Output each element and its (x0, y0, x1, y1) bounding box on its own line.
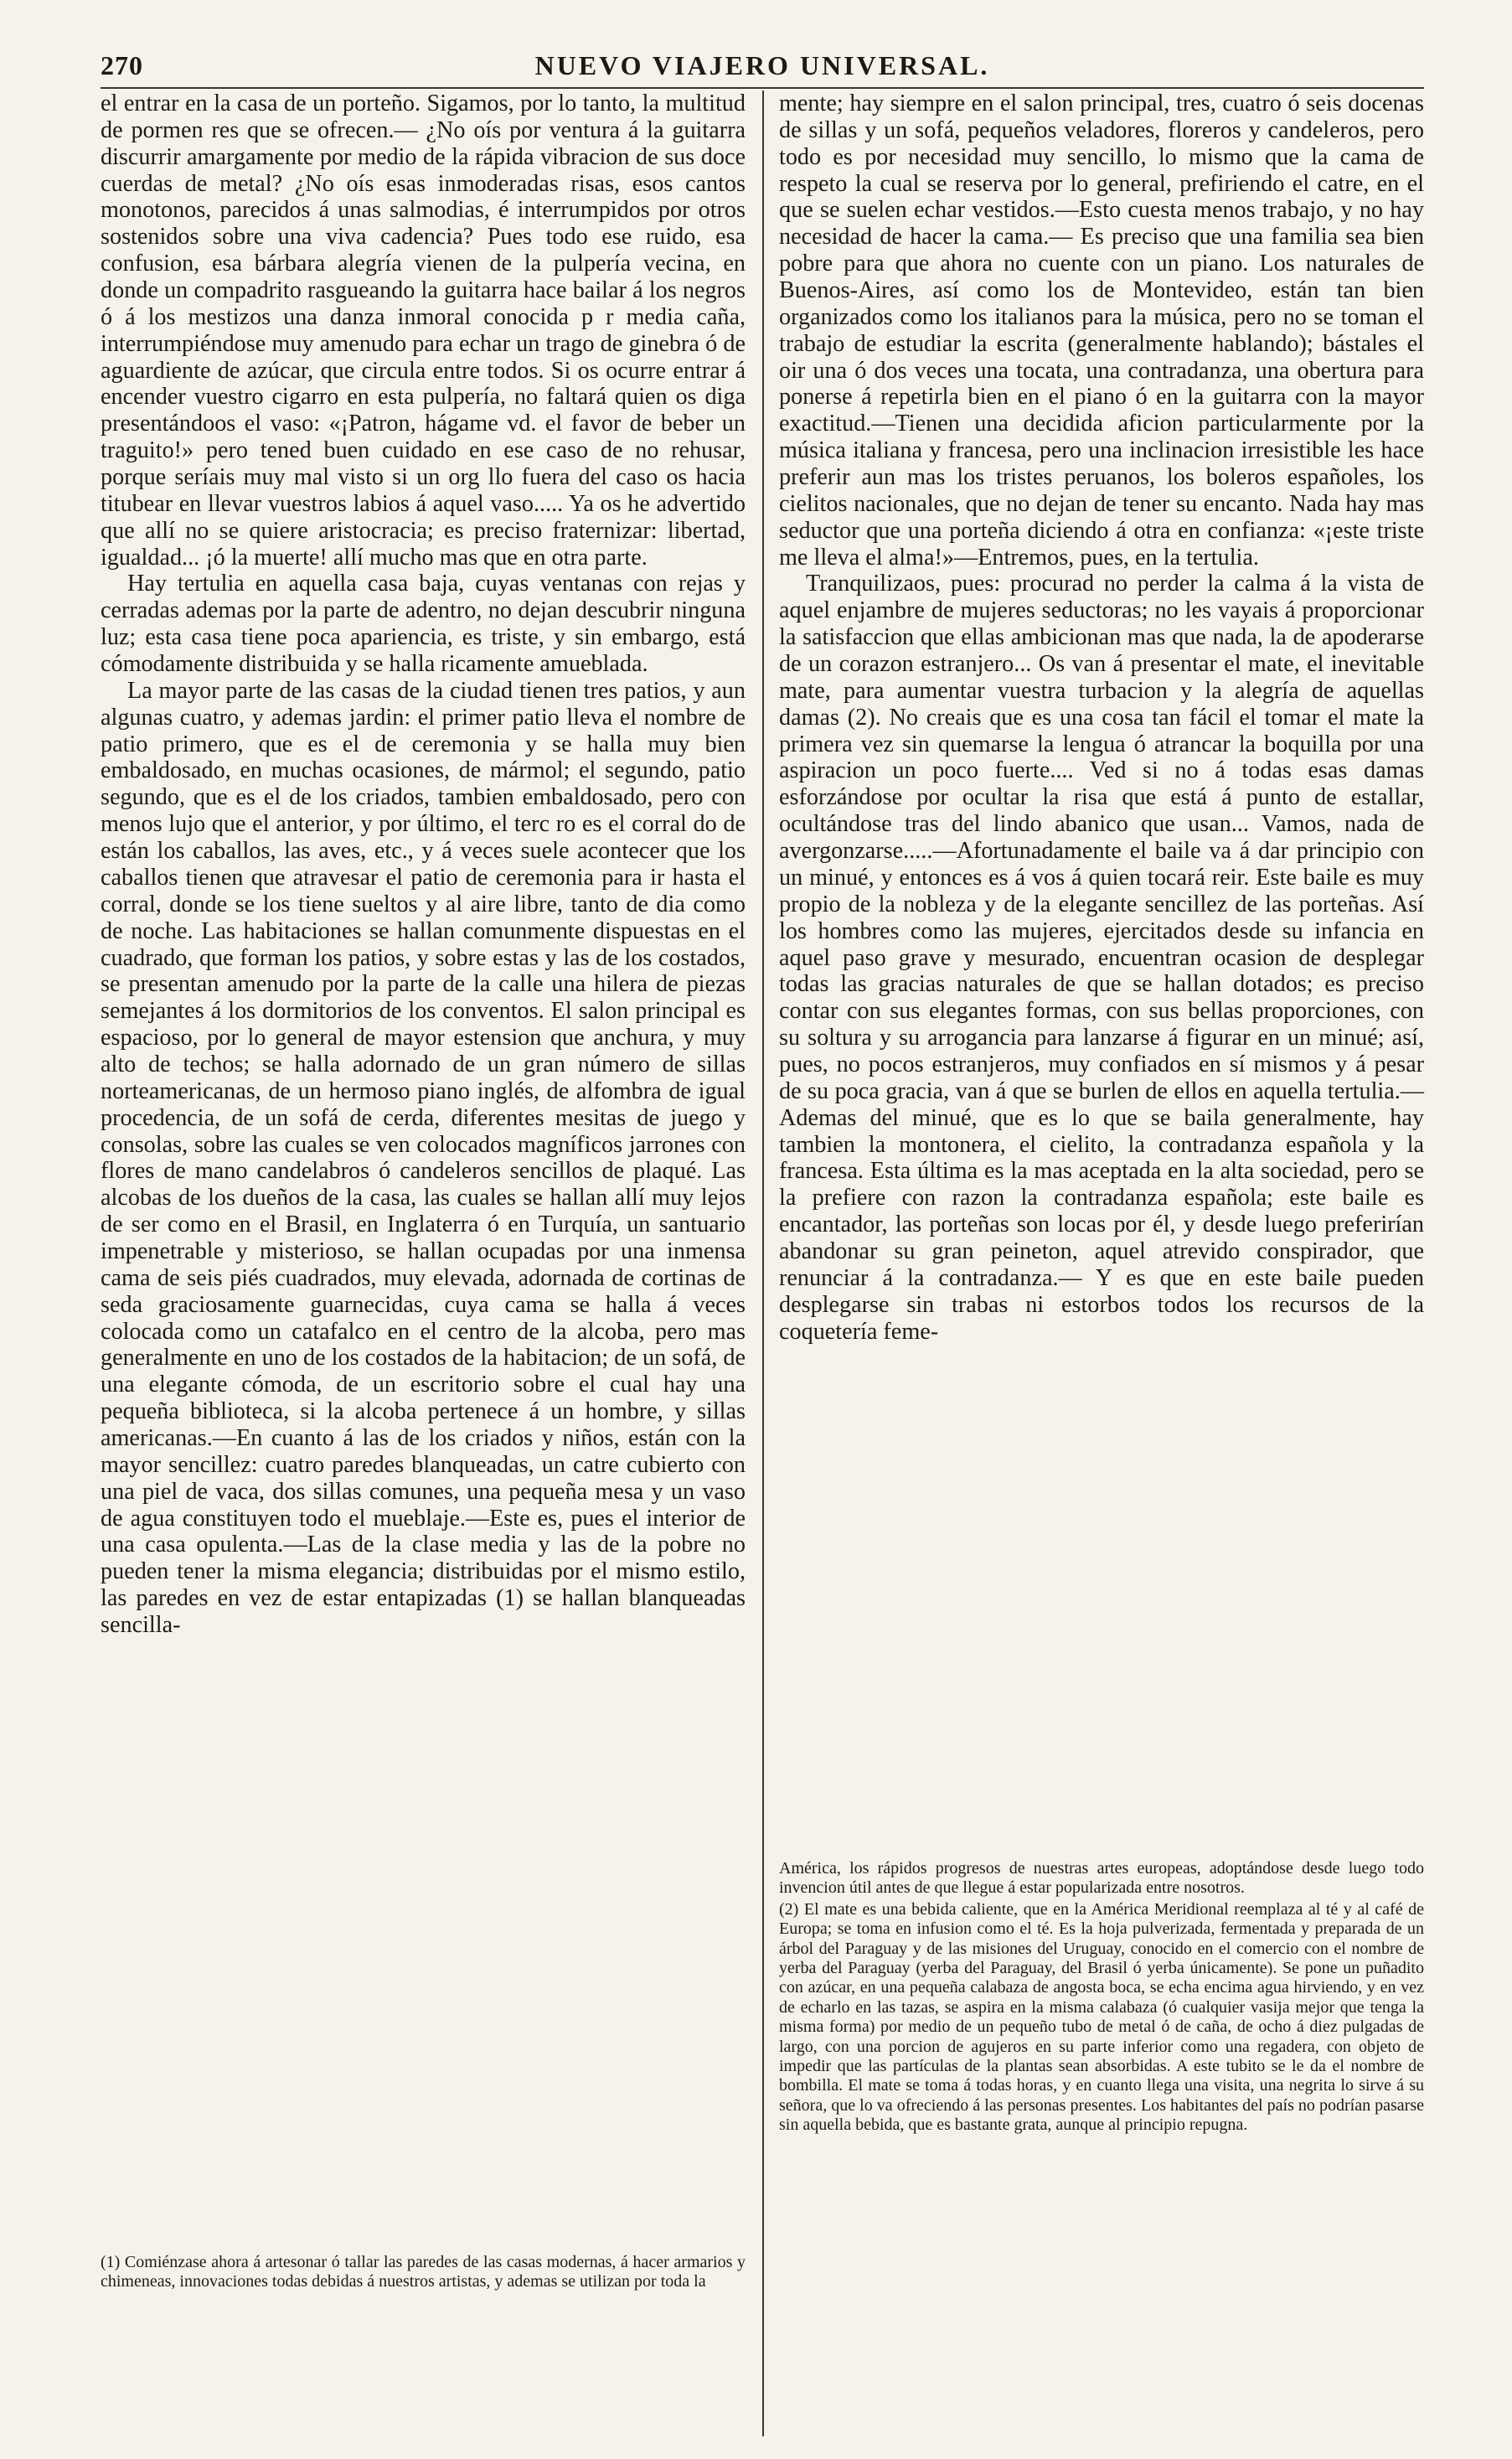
right-column (779, 90, 1424, 1345)
column-divider (762, 90, 764, 2436)
paragraph: Tranquilizaos, pues: procurad no perder la calma á la vista de aquel enjambre de mujeres seductoras; no les vayais á proporcionar la satisfaccion que ellas ambicionan mas que nada, la de apoderarse de un corazon estranjero... Os van á presentar el mate, el inevitable mate, para aumentar vuestra turbacion y la alegría de aquellas damas (2). No creais que es una cosa tan fácil el tomar el mate la primera vez sin quemarse la lengua ó atrancar la boquilla por una aspiracion un poco fuerte.... Ved si no á todas esas damas esforzándose por ocultar la risa que está á punto de estallar, ocultándose tras del lindo abanico que usan... Vamos, nada de avergonzarse.....—Afortunadamente el baile va á dar principio con un minué, y entonces es á vos á quien tocará reir. Este baile es muy propio de la nobleza y de la elegante sencillez de las porteñas. Así los hombres como las mujeres, ejercitados desde su infancia en aquel paso grave y mesurado, encuentran ocasion de desplegar todas las gracias naturales de que se hallan dotados; es preciso contar con sus elegantes formas, con sus bellas proporciones, con su soltura y su arrogancia para lanzarse á figurar en un minué; así, pues, no pocos estranjeros, muy confiados en sí mismos y á pesar de su poca gracia, van á que se burlen de ellos en aquella tertulia.—Ademas del minué, que es lo que se baila generalmente, hay tambien la montonera, el cielito, la contradanza española y la francesa. Esta última es la mas aceptada en la alta sociedad, pero se la prefiere con razon la contradanza española; este baile es encantador, las porteñas son locas por él, y desde luego preferirían abandonar su gran peineton, aquel atrevido conspirador, que renunciar á la contradanza.— Y es que en este baile pueden desplegarse sin trabas ni estorbos todos los recursos de la coquetería feme- (779, 571, 1424, 1345)
footnote: América, los rápidos progresos de nuestras artes europeas, adoptándose desde luego todo invencion útil antes de que llegue á estar popularizada entre nosotros. (779, 1859, 1424, 1898)
page-number: 270 (101, 50, 143, 80)
paragraph: La mayor parte de las casas de la ciudad tienen tres patios, y aun algunas cuatro, y ademas jardin: el primer patio lleva el nombre de patio primero, que es el de ceremonia y se halla muy bien embaldosado, en muchas ocasiones, de mármol; el segundo, patio segundo, que es el de los criados, tambien embaldosado, pero con menos lujo que el anterior, y por último, el terc ro es el corral do de están los caballos, las aves, etc., y á veces suele acontecer que los caballos tienen que atravesar el patio de ceremonia para ir hasta el corral, donde se los tiene sueltos y al aire libre, tanto de dia como de noche. Las habitaciones se hallan comunmente dispuestas en el cuadrado, que forman los patios, y sobre estas y las de los costados, se presentan amenudo por la parte de la calle una hilera de piezas semejantes á los dormitorios de los conventos. El salon principal es espacioso, por lo general de mayor estension que anchura, y muy alto de techos; se halla adornado de un gran número de sillas norteamericanas, de un hermoso piano inglés, de alfombra de igual procedencia, de un sofá de cerda, diferentes mesitas de juego y consolas, sobre las cuales se ven colocados magníficos jarrones con flores de mano candelabros ó candeleros sencillos de plaqué. Las alcobas de los dueños de la casa, las cuales se hallan allí muy lejos de ser como en el Brasil, en Inglaterra ó en Turquía, un santuario impenetrable y misterioso, se hallan ocupadas por una inmensa cama de seis piés cuadrados, muy elevada, adornada de cortinas de seda graciosamente guarnecidas, cuya cama se halla á veces colocada como un catafalco en el centro de la alcoba, pero mas generalmente en uno de los costados de la habitacion; de un sofá, de una elegante cómoda, de un escritorio sobre el cual hay una pequeña biblioteca, si la alcoba pertenece á un hombre, y sillas americanas.—En cuanto á las de los criados y niños, están con la mayor sencillez: cuatro paredes blanqueadas, un catre cubierto con una piel de vaca, dos sillas comunes, una pequeña mesa y un vaso de agua constituyen todo el mueblaje.—Este es, pues el interior de una casa opulenta.—Las de la clase media y las de la pobre no pueden tener la misma elegancia; distribuidas por el mismo estilo, las paredes en vez de estar entapizadas (1) se hallan blanqueadas sencilla- (101, 677, 746, 1638)
header-rule (101, 87, 1424, 89)
footnotes-right (779, 1859, 1424, 2136)
footnotes-left (101, 2253, 746, 2294)
paragraph: Hay tertulia en aquella casa baja, cuyas ventanas con rejas y cerradas ademas por la parte de adentro, no dejan descubrir ninguna luz; esta casa tiene poca apariencia, es triste, y sin embargo, está cómodamente distribuida y se halla ricamente amueblada. (101, 571, 746, 678)
paragraph: mente; hay siempre en el salon principal, tres, cuatro ó seis docenas de sillas y un sofá, pequeños veladores, floreros y candeleros, pero todo es por necesidad muy sencillo, lo mismo que la cama de respeto la cual se reserva por lo general, prefiriendo el catre, en el que se suelen echar vestidos.—Esto cuesta menos trabajo, y no hay necesidad de hacer la cama.— Es preciso que una familia sea bien pobre para que ahora no cuente con un piano. Los naturales de Buenos-Aires, así como los de Montevideo, están tan bien organizados como los italianos para la música, pero no se toman el trabajo de estudiar la escrita (generalmente hablando); bástales el oir una ó dos veces una tocata, una contradanza, una obertura para ponerse á repetirla bien en el piano ó en la guitarra con la mayor exactitud.—Tienen una decidida aficion particularmente por la música italiana y francesa, pero una inclinacion irresistible les hace preferir aun mas los tristes peruanos, los boleros españoles, los cielitos nacionales, que no dejan de tener su encanto. Nada hay mas seductor que una porteña diciendo á otra en confianza: «¡este triste me lleva el alma!»—Entremos, pues, en la tertulia. (779, 90, 1424, 571)
footnote: (1) Comiénzase ahora á artesonar ó tallar las paredes de las casas modernas, á hacer armarios y chimeneas, innovaciones todas debidas á nuestros artistas, y ademas se utilizan por toda la (101, 2253, 746, 2291)
left-column (101, 90, 746, 1639)
footnote: (2) El mate es una bebida caliente, que en la América Meridional reemplaza al té y al café de Europa; se toma en infusion como el té. Es la hoja pulverizada, fermentada y preparada de un árbol del Paraguay y de las misiones del Uruguay, conocido en el comercio con el nombre de yerba del Paraguay (yerba del Paraguay, del Brasil ó yerba únicamente). Se pone un puñadito con azúcar, en una pequeña calabaza de angosta boca, se echa encima agua hirviendo, y en vez de echarlo en las tazas, se aspira en la misma calabaza (ó cualquier vasija mejor que tenga la misma forma) por medio de un pequeño tubo de metal ó de caña, de ocho á diez pulgadas de largo, con una porcion de agujeros en su parte inferior como una regadera, con objeto de impedir que las partículas de la plantas sean absorbidas. A este tubito se le da el nombre de bombilla. El mate se toma á todas horas, y en cuanto llega una visita, una negrita lo sirve á su señora, que lo va ofreciendo á las personas presentes. Los habitantes del país no podrían pasarse sin aquella bebida, que es bastante grata, aunque al principio repugna. (779, 1899, 1424, 2135)
running-title: NUEVO VIAJERO UNIVERSAL. (534, 50, 990, 80)
page-header (101, 50, 1424, 85)
paragraph: el entrar en la casa de un porteño. Sigamos, por lo tanto, la multitud de pormen res que se ofrecen.— ¿No oís por ventura á la guitarra discurrir amargamente por medio de la rápida vibracion de sus doce cuerdas de metal? ¿No oís esas inmoderadas risas, esos cantos monotonos, parecidos á unas salmodias, é interrumpidos por otros sostenidos sobre una viva cadencia? Pues todo ese ruido, esa confusion, esa bárbara alegría vienen de la pulpería vecina, en donde un compadrito rasgueando la guitarra hace bailar á los negros ó á los mestizos una danza inmoral conocida p r media caña, interrumpiéndose muy amenudo para echar un trago de ginebra ó de aguardiente de azúcar, que circula entre todos. Si os ocurre entrar á encender vuestro cigarro en esta pulpería, no faltará quien os diga presentándoos el vaso: «¡Patron, hágame vd. el favor de beber un traguito!» pero tened buen cuidado en ese caso de no rehusar, porque seríais muy mal visto si un org llo fuera del caso os hacia titubear en llevar vuestros labios á aquel vaso..... Ya os he advertido que allí no se quiere aristocracia; es preciso fraternizar: libertad, igualdad... ¡ó la muerte! allí mucho mas que en otra parte. (101, 90, 746, 571)
